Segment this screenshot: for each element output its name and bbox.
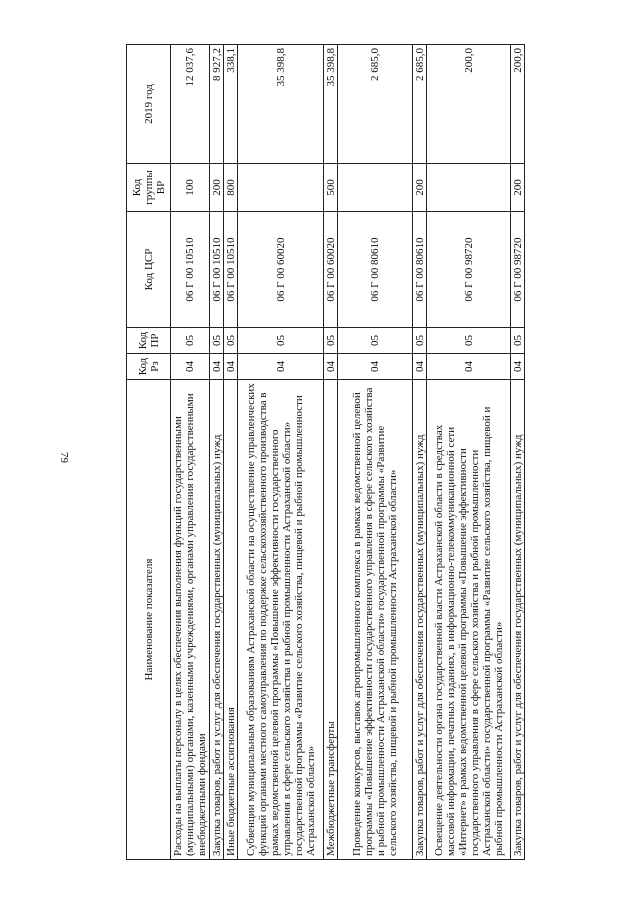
table-row [324, 45, 338, 860]
row-csr: 06 Г 00 10510 [224, 212, 238, 328]
row-vr: 200 [210, 164, 224, 212]
row-name: Межбюджетные трансферты [324, 380, 338, 860]
row-vr: 200 [511, 164, 525, 212]
row-amount: 8 927,2 [210, 45, 224, 164]
row-csr: 06 Г 00 80610 [413, 212, 427, 328]
row-csr: 06 Г 00 10510 [210, 212, 224, 328]
row-rz: 04 [413, 354, 427, 380]
row-name: Закупка товаров, работ и услуг для обеспечения государственных (муниципальных) нужд [511, 380, 525, 860]
row-pr: 05 [238, 328, 324, 354]
table-header-row [127, 45, 171, 860]
row-name: Закупка товаров, работ и услуг для обеспечения государственных (муниципальных) нужд [413, 380, 427, 860]
row-name: Расходы на выплаты персоналу в целях обеспечения выполнения функций государственными (муниципальными) органами, казенными учреждениями, органами управления государственными внебюджетными фондами [171, 380, 210, 860]
row-rz: 04 [511, 354, 525, 380]
row-amount: 2 685,0 [338, 45, 413, 164]
table-row [511, 45, 525, 860]
row-name: Иные бюджетные ассигнования [224, 380, 238, 860]
header-year: 2019 год [127, 45, 171, 164]
row-vr: 200 [413, 164, 427, 212]
table-row [338, 45, 413, 860]
row-csr: 06 Г 00 98720 [511, 212, 525, 328]
row-vr: 100 [171, 164, 210, 212]
row-pr: 05 [210, 328, 224, 354]
row-csr: 06 Г 00 98720 [427, 212, 511, 328]
page-number: 79 [58, 452, 70, 463]
row-name: Проведение конкурсов, выставок агропромышленного комплекса в рамках ведомственной целевой программы «Повышение эффективности государственного управления в сфере сельского хозяйства и рыбной промышленности Астраханской области» государственной программы «Развитие сельского хозяйства, пищевой и рыбной промышленности Астраханской области» [338, 380, 413, 860]
row-rz: 04 [338, 354, 413, 380]
row-name: Субвенции муниципальным образованиям Астраханской области на осуществление управленческих функций органами местного самоуправления по поддержке сельскохозяйственного производства в рамках ведомственной целевой программы «Повышение эффективности государственного управления в сфере сельского хозяйства и рыбной промышленности Астраханской области» государственной программы «Развитие сельского хозяйства, пищевой и рыбной промышленности Астраханской области» [238, 380, 324, 860]
row-amount: 35 398,8 [238, 45, 324, 164]
row-vr [238, 164, 324, 212]
row-vr [427, 164, 511, 212]
header-rz: Код Рз [127, 354, 171, 380]
row-amount: 2 685,0 [413, 45, 427, 164]
row-pr: 05 [511, 328, 525, 354]
row-amount: 338,1 [224, 45, 238, 164]
row-vr: 800 [224, 164, 238, 212]
table-row [224, 45, 238, 860]
row-rz: 04 [427, 354, 511, 380]
row-vr [338, 164, 413, 212]
header-csr: Код ЦСР [127, 212, 171, 328]
row-pr: 05 [224, 328, 238, 354]
row-amount: 35 398,8 [324, 45, 338, 164]
header-pr: Код ПР [127, 328, 171, 354]
row-rz: 04 [238, 354, 324, 380]
row-name: Освещение деятельности органа государственной власти Астраханской области в средствах массовой информации, печатных изданиях, в информационно-телекоммуникационной сети «Интернет» в рамках ведомственной целевой программы «Повышение эффективности государственного управления в сфере сельского хозяйства и рыбной промышленности Астраханской области» государственной программы «Развитие сельского хозяйства, пищевой и рыбной промышленности Астраханской области» [427, 380, 511, 860]
row-vr: 500 [324, 164, 338, 212]
budget-table [126, 44, 525, 860]
row-pr: 05 [324, 328, 338, 354]
row-csr: 06 Г 00 10510 [171, 212, 210, 328]
header-name: Наименование показателя [127, 380, 171, 860]
row-rz: 04 [210, 354, 224, 380]
row-pr: 05 [338, 328, 413, 354]
header-vr: Код группы ВР [127, 164, 171, 212]
row-rz: 04 [171, 354, 210, 380]
row-rz: 04 [324, 354, 338, 380]
row-pr: 05 [427, 328, 511, 354]
row-csr: 06 Г 00 60020 [324, 212, 338, 328]
table-row [210, 45, 224, 860]
rotated-table-wrapper [126, 45, 524, 860]
table-row [413, 45, 427, 860]
row-csr: 06 Г 00 60020 [238, 212, 324, 328]
table-row [427, 45, 511, 860]
row-csr: 06 Г 00 80610 [338, 212, 413, 328]
row-rz: 04 [224, 354, 238, 380]
row-amount: 200,0 [511, 45, 525, 164]
row-pr: 05 [413, 328, 427, 354]
table-row [238, 45, 324, 860]
row-name: Закупка товаров, работ и услуг для обеспечения государственных (муниципальных) нужд [210, 380, 224, 860]
table-row [171, 45, 210, 860]
row-pr: 05 [171, 328, 210, 354]
row-amount: 12 037,6 [171, 45, 210, 164]
row-amount: 200,0 [427, 45, 511, 164]
